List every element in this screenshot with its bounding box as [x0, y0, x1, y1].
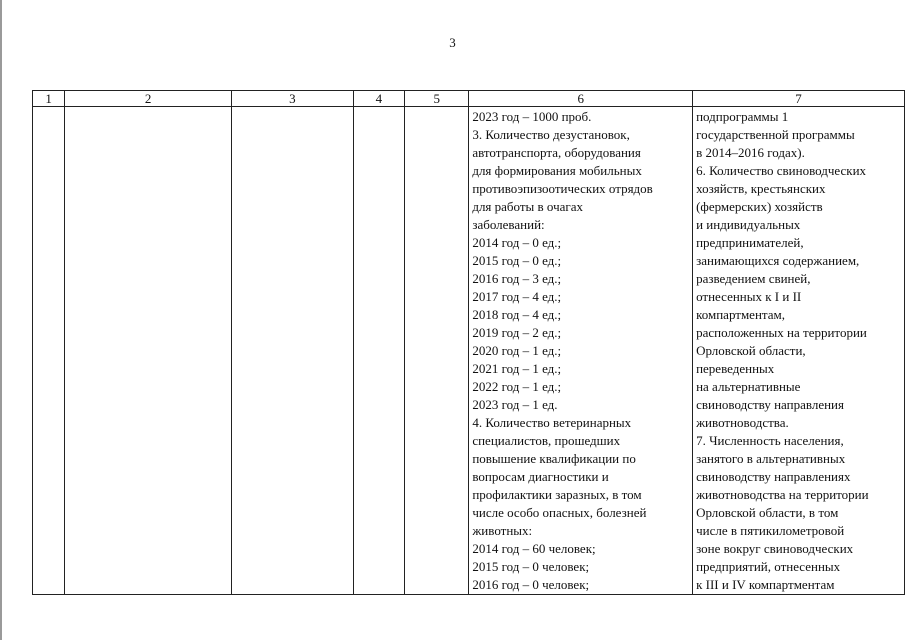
result-text-line: свиноводству направления — [696, 397, 844, 412]
indicator-text-line: животных: — [472, 523, 533, 538]
column-header-1: 1 — [33, 91, 65, 107]
indicator-text-line: 2021 год – 1 ед.; — [472, 361, 562, 376]
result-text-line: числе в пятикилометровой — [696, 523, 845, 538]
indicator-text-line: противоэпизоотических отрядов — [472, 181, 653, 196]
indicator-text-line: вопросам диагностики и — [472, 469, 609, 484]
result-text-line: животноводства. — [696, 415, 789, 430]
column-header-4: 4 — [353, 91, 405, 107]
indicator-text-line: 2018 год – 4 ед.; — [472, 307, 562, 322]
result-text-line: на альтернативные — [696, 379, 801, 394]
indicator-text-line: 2019 год – 2 ед.; — [472, 325, 562, 340]
result-text-line: предпринимателей, — [696, 235, 804, 250]
indicator-text-line: 2016 год – 0 человек; — [472, 577, 590, 592]
result-text-line: расположенных на территории — [696, 325, 867, 340]
indicator-text-line: повышение квалификации по — [472, 451, 636, 466]
result-text-line: занятого в альтернативных — [696, 451, 846, 466]
indicator-text-line: 2022 год – 1 ед.; — [472, 379, 562, 394]
indicator-text-line: 2017 год – 4 ед.; — [472, 289, 562, 304]
cell-col-1 — [33, 107, 65, 595]
page-left-edge — [0, 0, 2, 640]
result-text-line: к III и IV компартментам — [696, 577, 835, 592]
result-text-line: свиноводству направлениях — [696, 469, 851, 484]
column-header-2: 2 — [65, 91, 232, 107]
indicator-text-line: заболеваний: — [472, 217, 545, 232]
indicator-text-line: числе особо опасных, болезней — [472, 505, 647, 520]
column-header-6: 6 — [469, 91, 693, 107]
column-header-3: 3 — [232, 91, 353, 107]
indicator-text-line: 2023 год – 1000 проб. — [472, 109, 592, 124]
page-number: 3 — [449, 35, 456, 50]
table-header-row — [33, 91, 905, 107]
result-text-line: животноводства на территории — [696, 487, 869, 502]
column-header-5: 5 — [405, 91, 469, 107]
result-text-line: отнесенных к I и II — [696, 289, 802, 304]
indicator-text-line: 2015 год – 0 человек; — [472, 559, 590, 574]
result-text-line: (фермерских) хозяйств — [696, 199, 823, 214]
result-text-line: зоне вокруг свиноводческих — [696, 541, 854, 556]
indicator-text-line: 2016 год – 3 ед.; — [472, 271, 562, 286]
result-text-line: компартментам, — [696, 307, 785, 322]
result-text-line: занимающихся содержанием, — [696, 253, 860, 268]
indicator-text-block — [469, 107, 692, 594]
indicator-text-line: профилактики заразных, в том — [472, 487, 642, 502]
indicator-text-line: 2020 год – 1 ед.; — [472, 343, 562, 358]
program-table — [32, 90, 905, 595]
indicator-text-line: для работы в очагах — [472, 199, 583, 214]
indicator-text-line: 4. Количество ветеринарных — [472, 415, 632, 430]
result-text-line: и индивидуальных — [696, 217, 801, 232]
indicator-text-line: 2023 год – 1 ед. — [472, 397, 558, 412]
result-text-line: 6. Количество свиноводческих — [696, 163, 867, 178]
cell-col-2 — [65, 107, 232, 595]
indicator-text-line: 2014 год – 0 ед.; — [472, 235, 562, 250]
indicator-text-line: для формирования мобильных — [472, 163, 642, 178]
result-text-line: предприятий, отнесенных — [696, 559, 841, 574]
result-text-block — [693, 107, 904, 594]
cell-col-7-results — [693, 107, 905, 595]
result-text-line: разведением свиней, — [696, 271, 811, 286]
result-text-line: 7. Численность населения, — [696, 433, 844, 448]
cell-col-6-indicators — [469, 107, 693, 595]
cell-col-5 — [405, 107, 469, 595]
result-text-line: подпрограммы 1 — [696, 109, 789, 124]
cell-col-4 — [353, 107, 405, 595]
indicator-text-line: автотранспорта, оборудования — [472, 145, 641, 160]
result-text-line: Орловской области, — [696, 343, 806, 358]
indicator-text-line: 2014 год – 60 человек; — [472, 541, 596, 556]
table-row — [33, 107, 905, 595]
cell-col-3 — [232, 107, 353, 595]
result-text-line: переведенных — [696, 361, 775, 376]
indicator-text-line: 3. Количество дезустановок, — [472, 127, 630, 142]
result-text-line: Орловской области, в том — [696, 505, 839, 520]
result-text-line: государственной программы — [696, 127, 855, 142]
indicator-text-line: 2015 год – 0 ед.; — [472, 253, 562, 268]
indicator-text-line: специалистов, прошедших — [472, 433, 621, 448]
result-text-line: в 2014–2016 годах). — [696, 145, 805, 160]
column-header-7: 7 — [693, 91, 905, 107]
result-text-line: хозяйств, крестьянских — [696, 181, 826, 196]
